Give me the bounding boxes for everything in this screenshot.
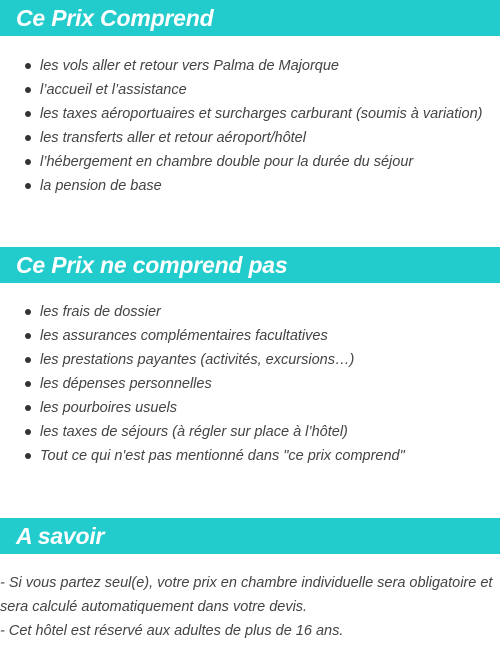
- list-item: [0, 420, 405, 444]
- section-title-excludes: Ce Prix ne comprend pas: [16, 251, 288, 278]
- bullet-icon: [25, 159, 31, 165]
- bullet-icon: [25, 63, 31, 69]
- section-title-includes: Ce Prix Comprend: [16, 4, 214, 31]
- list-item: [0, 126, 482, 150]
- bullet-icon: [25, 429, 31, 435]
- list-item: [0, 150, 482, 174]
- list-item-text: les transferts aller et retour aéroport/hôtel: [40, 130, 306, 146]
- bullet-icon: [25, 87, 31, 93]
- bullet-icon: [25, 405, 31, 411]
- list-item: [0, 78, 482, 102]
- bullet-icon: [25, 135, 31, 141]
- list-item: [0, 54, 482, 78]
- list-item: [0, 300, 405, 324]
- list-item-text: la pension de base: [40, 178, 162, 194]
- list-item: [0, 174, 482, 198]
- list-item-text: les dépenses personnelles: [40, 376, 212, 392]
- info-text: [0, 571, 500, 643]
- bullet-icon: [25, 453, 31, 459]
- list-item-text: l’hébergement en chambre double pour la durée du séjour: [40, 154, 414, 170]
- list-item-text: les assurances complémentaires facultatives: [40, 328, 328, 344]
- list-item: [0, 102, 482, 126]
- excludes-list: [0, 300, 405, 468]
- bullet-icon: [25, 309, 31, 315]
- section-header-excludes: [0, 247, 500, 283]
- section-header-includes: [0, 0, 500, 36]
- section-header-info: [0, 518, 500, 554]
- bullet-icon: [25, 357, 31, 363]
- includes-list: [0, 54, 482, 198]
- list-item-text: les taxes de séjours (à régler sur place à l’hôtel): [40, 424, 348, 440]
- list-item: [0, 324, 405, 348]
- bullet-icon: [25, 183, 31, 189]
- list-item-text: les taxes aéroportuaires et surcharges carburant (soumis à variation): [40, 106, 483, 122]
- list-item: [0, 348, 405, 372]
- bullet-icon: [25, 333, 31, 339]
- list-item-text: les pourboires usuels: [40, 400, 178, 416]
- bullet-icon: [25, 111, 31, 117]
- info-line-solo: - Si vous partez seul(e), votre prix en chambre individuelle sera obligatoire et sera calculé automatiquement dans votre devis.: [0, 575, 493, 615]
- info-line-adults: - Cet hôtel est réservé aux adultes de plus de 16 ans.: [0, 623, 344, 639]
- list-item-text: l’accueil et l’assistance: [40, 82, 187, 98]
- list-item-text: Tout ce qui n'est pas mentionné dans "ce prix comprend": [40, 448, 405, 464]
- list-item-text: les prestations payantes (activités, excursions…): [40, 352, 355, 368]
- list-item-text: les vols aller et retour vers Palma de Majorque: [40, 58, 339, 74]
- list-item: [0, 396, 405, 420]
- list-item: [0, 444, 405, 468]
- list-item: [0, 372, 405, 396]
- bullet-icon: [25, 381, 31, 387]
- section-title-info: A savoir: [16, 522, 105, 549]
- list-item-text: les frais de dossier: [40, 304, 161, 320]
